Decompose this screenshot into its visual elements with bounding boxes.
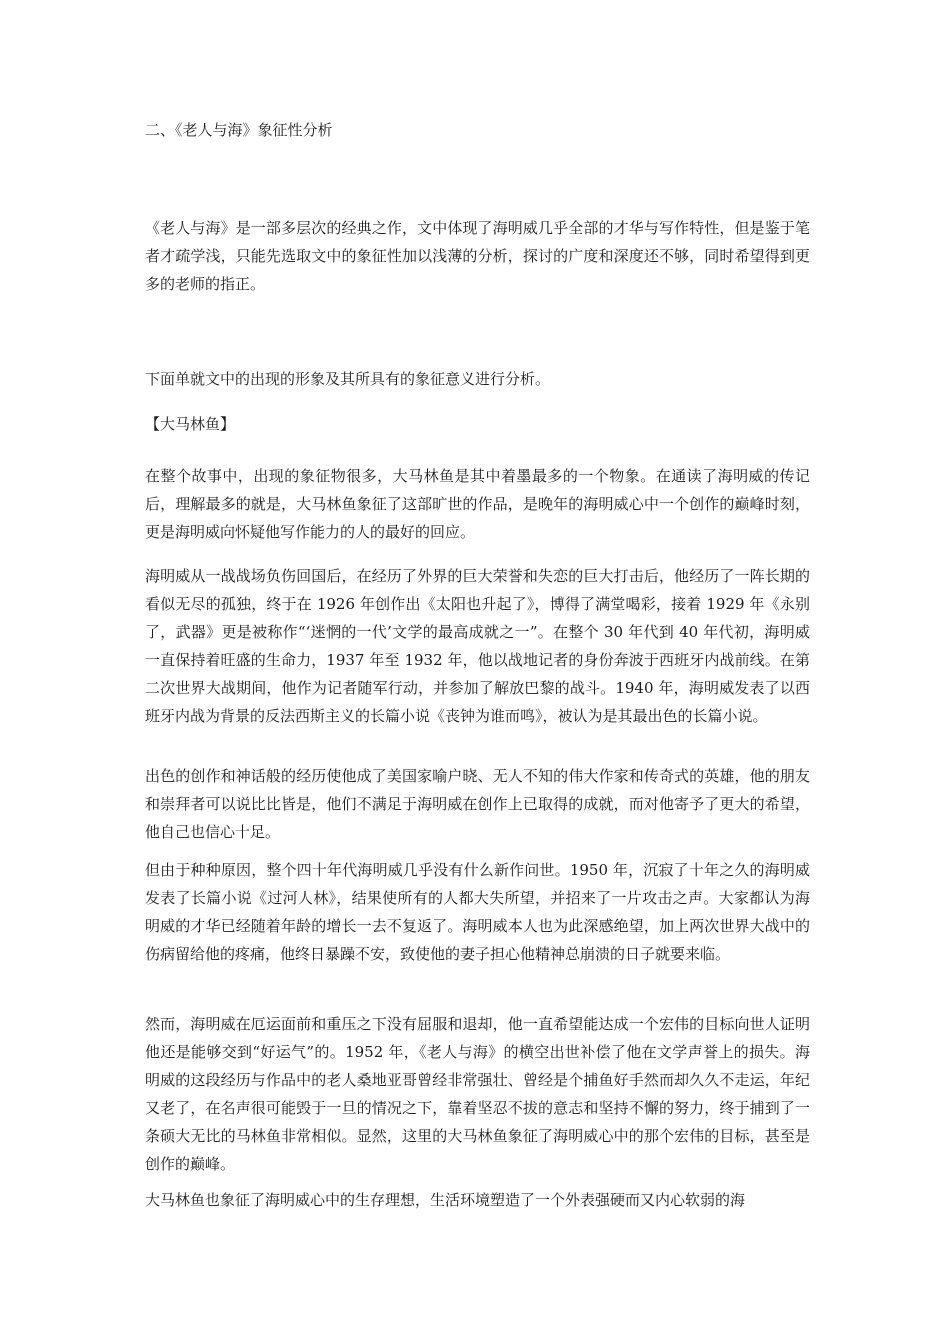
body-paragraph: 但由于种种原因，整个四十年代海明威几乎没有什么新作问世。1950 年，沉寂了十年之久的海明威发表了长篇小说《过河人林》，结果使所有的人都大失所望，并招来了一片攻击之声。大家都认为海明威的才华已经随着年龄的增长一去不复返了。海明威本人也为此深感绝望，加上两次世界大战中的伤病留给他的疼痛，他终日暴躁不安，致使他的妻子担心他精神总崩溃的日子就要来临。 [145,861,810,963]
subsection-title: 【大马林鱼】 [145,415,236,433]
body-paragraph: 在整个故事中，出现的象征物很多，大马林鱼是其中着墨最多的一个物象。在通读了海明威的传记后，理解最多的就是，大马林鱼象征了这部旷世的作品，是晚年的海明威心中一个创作的巅峰时刻，更是海明威向怀疑他写作能力的人的最好的回应。 [145,467,810,541]
body-paragraph: 大马林鱼也象征了海明威心中的生存理想，生活环境塑造了一个外表强硬而又内心软弱的海 [145,1191,746,1209]
section-heading: 二、《老人与海》象征性分析 [145,121,333,139]
lead-paragraph: 下面单就文中的出现的形象及其所具有的象征意义进行分析。 [145,370,551,388]
body-paragraph: 海明威从一战战场负伤回国后，在经历了外界的巨大荣誉和失恋的巨大打击后，他经历了一阵长期的看似无尽的孤独，终于在 1926 年创作出《太阳也升起了》，博得了满堂喝彩，接着 1929 年《永别了，武器》更是被称作“‘迷惘的一代’文学的最高成就之一”。在整个 30 年代到 40 年代初，海明威一直保持着旺盛的生命力，1937 年至 1932 年，他以战地记者的身份奔波于西班牙内战前线。在第二次世界大战期间，他作为记者随军行动，并参加了解放巴黎的战斗。1940 年，海明威发表了以西班牙内战为背景的反法西斯主义的长篇小说《丧钟为谁而鸣》，被认为是其最出色的长篇小说。 [145,567,810,725]
intro-paragraph: 《老人与海》是一部多层次的经典之作，文中体现了海明威几乎全部的才华与写作特性，但是鉴于笔者才疏学浅，只能先选取文中的象征性加以浅薄的分析，探讨的广度和深度还不够，同时希望得到更多的老师的指正。 [145,219,810,293]
body-paragraph: 然而，海明威在厄运面前和重压之下没有屈服和退却，他一直希望能达成一个宏伟的目标向世人证明他还是能够交到“好运气”的。1952 年，《老人与海》的横空出世补偿了他在文学声誉上的损失。海明威的这段经历与作品中的老人桑地亚哥曾经非常强壮、曾经是个捕鱼好手然而却久久不走运，年纪又老了，在名声很可能毁于一旦的情况之下，靠着坚忍不拔的意志和坚持不懈的努力，终于捕到了一条硕大无比的马林鱼非常相似。显然，这里的大马林鱼象征了海明威心中的那个宏伟的目标，甚至是创作的巅峰。 [145,1015,810,1173]
body-paragraph: 出色的创作和神话般的经历使他成了美国家喻户晓、无人不知的伟大作家和传奇式的英雄，他的朋友和崇拜者可以说比比皆是，他们不满足于海明威在创作上已取得的成就，而对他寄予了更大的希望，他自己也信心十足。 [145,767,810,841]
